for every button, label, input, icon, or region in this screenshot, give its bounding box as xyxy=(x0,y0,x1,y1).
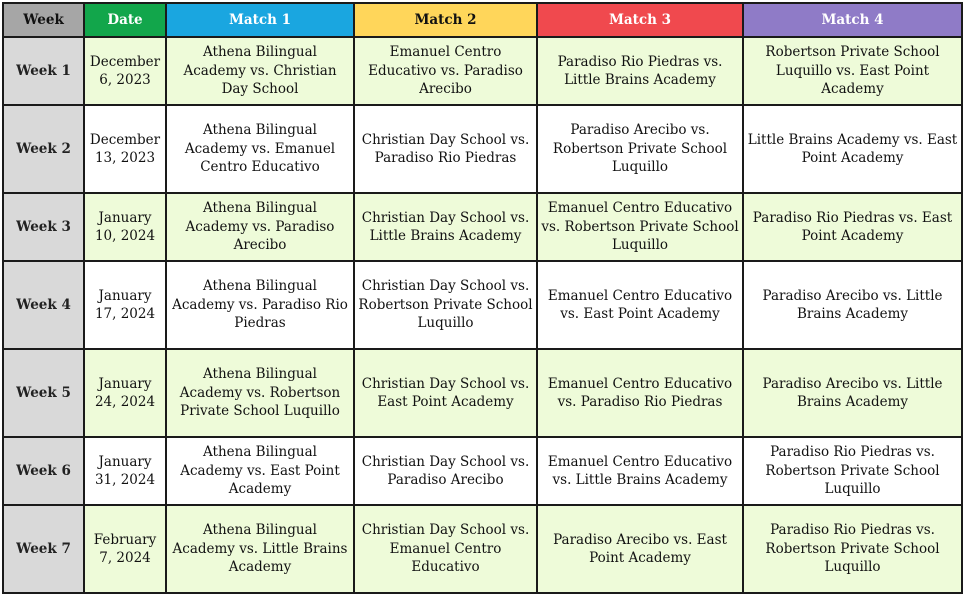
header-date: Date xyxy=(84,3,166,37)
date-cell: January 10, 2024 xyxy=(84,193,166,261)
date-cell: January 24, 2024 xyxy=(84,349,166,437)
header-match-2: Match 2 xyxy=(354,3,537,37)
match-2-cell: Christian Day School vs. Paradiso Arecibo xyxy=(354,437,537,505)
match-1-cell: Athena Bilingual Academy vs. Emanuel Centro Educativo xyxy=(166,105,354,193)
match-2-cell: Emanuel Centro Educativo vs. Paradiso Arecibo xyxy=(354,37,537,105)
week-label: Week 4 xyxy=(3,261,84,349)
date-cell: January 31, 2024 xyxy=(84,437,166,505)
match-1-cell: Athena Bilingual Academy vs. Paradiso Arecibo xyxy=(166,193,354,261)
match-3-cell: Emanuel Centro Educativo vs. Paradiso Rio Piedras xyxy=(537,349,743,437)
match-3-cell: Paradiso Arecibo vs. East Point Academy xyxy=(537,505,743,593)
date-cell: December 13, 2023 xyxy=(84,105,166,193)
schedule-table xyxy=(2,2,963,594)
match-4-cell: Paradiso Rio Piedras vs. Robertson Private School Luquillo xyxy=(743,505,962,593)
match-2-cell: Christian Day School vs. Little Brains Academy xyxy=(354,193,537,261)
schedule-wrapper xyxy=(2,2,963,594)
match-3-cell: Emanuel Centro Educativo vs. Robertson Private School Luquillo xyxy=(537,193,743,261)
match-4-cell: Robertson Private School Luquillo vs. East Point Academy xyxy=(743,37,962,105)
header-row xyxy=(3,3,962,37)
match-2-cell: Christian Day School vs. Robertson Private School Luquillo xyxy=(354,261,537,349)
match-2-cell: Christian Day School vs. Paradiso Rio Piedras xyxy=(354,105,537,193)
match-1-cell: Athena Bilingual Academy vs. Robertson Private School Luquillo xyxy=(166,349,354,437)
match-2-cell: Christian Day School vs. East Point Academy xyxy=(354,349,537,437)
week-label: Week 6 xyxy=(3,437,84,505)
week-label: Week 2 xyxy=(3,105,84,193)
header-match-3: Match 3 xyxy=(537,3,743,37)
table-row xyxy=(3,505,962,593)
match-3-cell: Emanuel Centro Educativo vs. Little Brains Academy xyxy=(537,437,743,505)
header-match-1: Match 1 xyxy=(166,3,354,37)
date-cell: January 17, 2024 xyxy=(84,261,166,349)
match-3-cell: Emanuel Centro Educativo vs. East Point Academy xyxy=(537,261,743,349)
table-row xyxy=(3,37,962,105)
match-4-cell: Paradiso Rio Piedras vs. Robertson Private School Luquillo xyxy=(743,437,962,505)
match-4-cell: Paradiso Arecibo vs. Little Brains Academy xyxy=(743,349,962,437)
table-row xyxy=(3,437,962,505)
match-3-cell: Paradiso Arecibo vs. Robertson Private School Luquillo xyxy=(537,105,743,193)
week-label: Week 1 xyxy=(3,37,84,105)
match-4-cell: Paradiso Arecibo vs. Little Brains Academy xyxy=(743,261,962,349)
table-row xyxy=(3,349,962,437)
match-1-cell: Athena Bilingual Academy vs. Christian Day School xyxy=(166,37,354,105)
match-3-cell: Paradiso Rio Piedras vs. Little Brains Academy xyxy=(537,37,743,105)
table-row xyxy=(3,193,962,261)
date-cell: December 6, 2023 xyxy=(84,37,166,105)
match-4-cell: Paradiso Rio Piedras vs. East Point Academy xyxy=(743,193,962,261)
match-4-cell: Little Brains Academy vs. East Point Academy xyxy=(743,105,962,193)
week-label: Week 5 xyxy=(3,349,84,437)
table-row xyxy=(3,105,962,193)
header-match-4: Match 4 xyxy=(743,3,962,37)
week-label: Week 7 xyxy=(3,505,84,593)
match-2-cell: Christian Day School vs. Emanuel Centro Educativo xyxy=(354,505,537,593)
table-row xyxy=(3,261,962,349)
match-1-cell: Athena Bilingual Academy vs. Little Brains Academy xyxy=(166,505,354,593)
date-cell: February 7, 2024 xyxy=(84,505,166,593)
match-1-cell: Athena Bilingual Academy vs. East Point Academy xyxy=(166,437,354,505)
match-1-cell: Athena Bilingual Academy vs. Paradiso Rio Piedras xyxy=(166,261,354,349)
week-label: Week 3 xyxy=(3,193,84,261)
header-week: Week xyxy=(3,3,84,37)
